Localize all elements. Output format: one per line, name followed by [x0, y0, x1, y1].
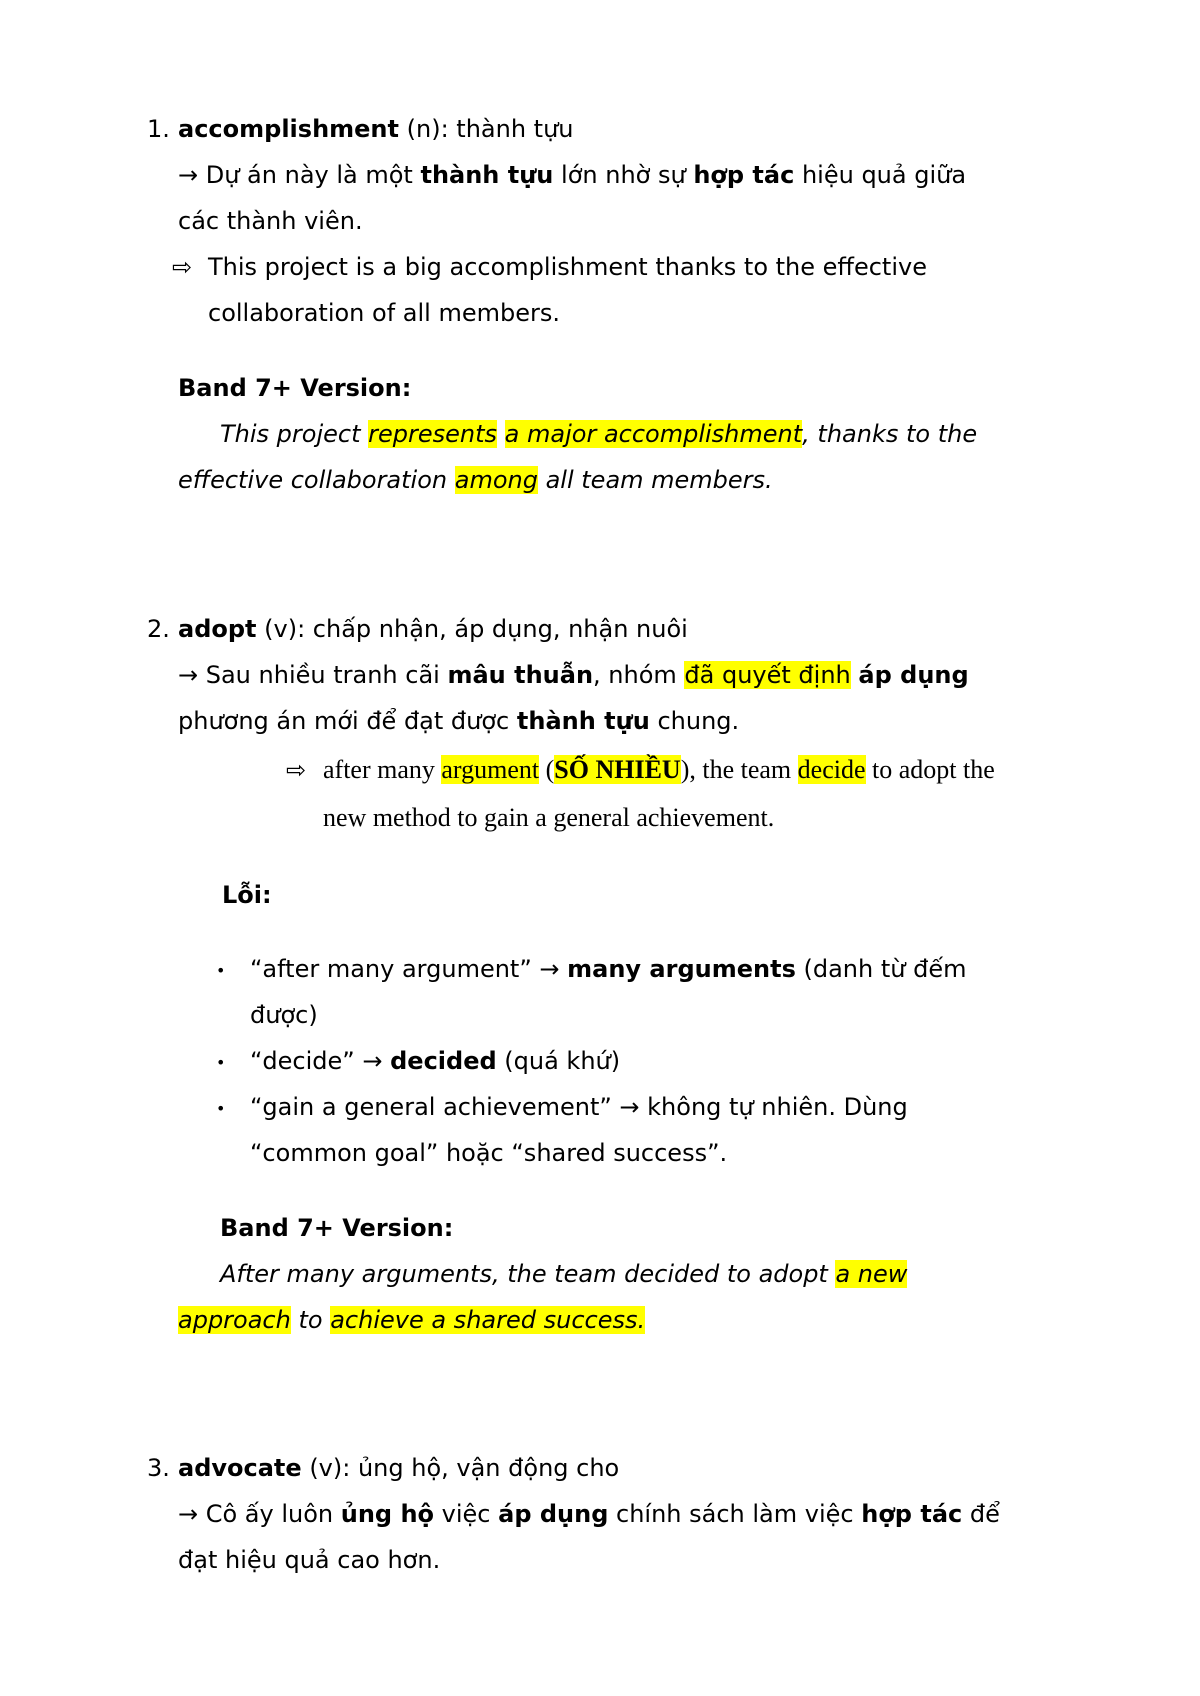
entry-1-band-line1	[220, 418, 977, 450]
text: việc	[434, 1500, 499, 1528]
error-2	[250, 1045, 620, 1077]
entry-3-pos: (v): ủng hộ, vận động cho	[301, 1454, 620, 1482]
entry-1-heading	[178, 113, 574, 145]
entry-3-word: advocate	[178, 1454, 302, 1482]
text	[497, 420, 505, 448]
text: lớn nhờ sự	[553, 161, 694, 189]
entry-2-band-line2	[178, 1304, 645, 1336]
entry-3-heading	[178, 1452, 619, 1484]
text-bold: hợp tác	[693, 161, 795, 189]
text: để	[962, 1500, 1000, 1528]
error-3-line1: “gain a general achievement” → không tự nhiên. Dùng	[250, 1093, 908, 1121]
entry-2-band-line1	[220, 1258, 907, 1290]
highlight: đã quyết định	[684, 661, 851, 689]
highlight: decide	[797, 755, 866, 784]
entry-1-vi-line1	[178, 159, 966, 191]
text: effective collaboration	[178, 466, 455, 494]
error-1-line2: được)	[250, 1001, 318, 1029]
entry-2-en-line2: new method to gain a general achievement.	[323, 803, 775, 832]
text-bold: hợp tác	[861, 1500, 963, 1528]
entry-2-vi-line1	[178, 659, 969, 691]
highlight: a new	[835, 1260, 908, 1288]
text: (quá khứ)	[496, 1047, 621, 1075]
error-3-line2: “common goal” hoặc “shared success”.	[250, 1139, 728, 1167]
text: (danh từ đếm	[795, 955, 967, 983]
text: hiệu quả giữa	[794, 161, 967, 189]
text: “decide” →	[250, 1047, 391, 1075]
entry-1-pos: (n): thành tựu	[399, 115, 574, 143]
text-bold: thành tựu	[420, 161, 554, 189]
entry-2-pos: (v): chấp nhận, áp dụng, nhận nuôi	[256, 615, 688, 643]
text: chung.	[649, 707, 740, 735]
highlight: approach	[178, 1306, 291, 1334]
entry-2-band-title	[220, 1212, 453, 1244]
entry-3-number: 3.	[147, 1454, 170, 1482]
text-bold: áp dụng	[858, 661, 969, 689]
text: → Cô ấy luôn	[178, 1500, 341, 1528]
highlight: argument	[441, 755, 540, 784]
highlight: achieve a shared success.	[330, 1306, 646, 1334]
entry-2-en-line1	[323, 754, 995, 786]
text: to	[290, 1306, 331, 1334]
entry-1-band-title	[178, 372, 411, 404]
highlight: a major accomplishment	[504, 420, 803, 448]
text: This project	[220, 420, 369, 448]
text: , thanks to the	[802, 420, 978, 448]
text: → Sau nhiều tranh cãi	[178, 661, 448, 689]
text: After many arguments, the team decided to adopt	[220, 1260, 836, 1288]
entry-1-band-line2	[178, 464, 773, 496]
text: (	[539, 755, 555, 784]
arrow-icon: ⇨	[172, 253, 193, 281]
text-bold: mâu thuẫn	[447, 661, 594, 689]
entry-2-heading	[178, 613, 688, 645]
bullet-icon: •	[216, 961, 226, 980]
band-title-text: Band 7+ Version:	[220, 1214, 454, 1242]
text-bold: decided	[390, 1047, 497, 1075]
arrow-icon: ⇨	[286, 756, 307, 784]
text: all team members.	[537, 466, 773, 494]
text: ), the team	[680, 755, 798, 784]
entry-1-number: 1.	[147, 115, 170, 143]
text-bold: many arguments	[567, 955, 796, 983]
text-bold: ủng hộ	[340, 1500, 435, 1528]
text: to adopt the	[865, 755, 995, 784]
text: → Dự án này là một	[178, 161, 421, 189]
highlight: represents	[368, 420, 498, 448]
entry-3-vi-line1	[178, 1498, 1000, 1530]
entry-1-vi-line2: các thành viên.	[178, 207, 363, 235]
errors-title	[222, 879, 272, 911]
text-bold: áp dụng	[498, 1500, 609, 1528]
band-title-text: Band 7+ Version:	[178, 374, 412, 402]
text: phương án mới để đạt được	[178, 707, 517, 735]
bullet-icon: •	[216, 1099, 226, 1118]
highlight-bold: SỐ NHIỀU	[554, 755, 681, 784]
error-1-line1	[250, 953, 966, 985]
entry-2-word: adopt	[178, 615, 257, 643]
text: , nhóm	[593, 661, 685, 689]
text-bold: thành tựu	[516, 707, 650, 735]
text: “after many argument” →	[250, 955, 568, 983]
entry-1-word: accomplishment	[178, 115, 399, 143]
entry-1-en-line1: This project is a big accomplishment thanks to the effective	[208, 253, 927, 281]
highlight: among	[454, 466, 538, 494]
entry-3-vi-line2: đạt hiệu quả cao hơn.	[178, 1546, 441, 1574]
text: chính sách làm việc	[608, 1500, 862, 1528]
text: after many	[323, 755, 442, 784]
entry-2-number: 2.	[147, 615, 170, 643]
entry-2-vi-line2	[178, 705, 739, 737]
entry-1-en-line2: collaboration of all members.	[208, 299, 560, 327]
bullet-icon: •	[216, 1053, 226, 1072]
errors-title-text: Lỗi:	[222, 881, 272, 909]
